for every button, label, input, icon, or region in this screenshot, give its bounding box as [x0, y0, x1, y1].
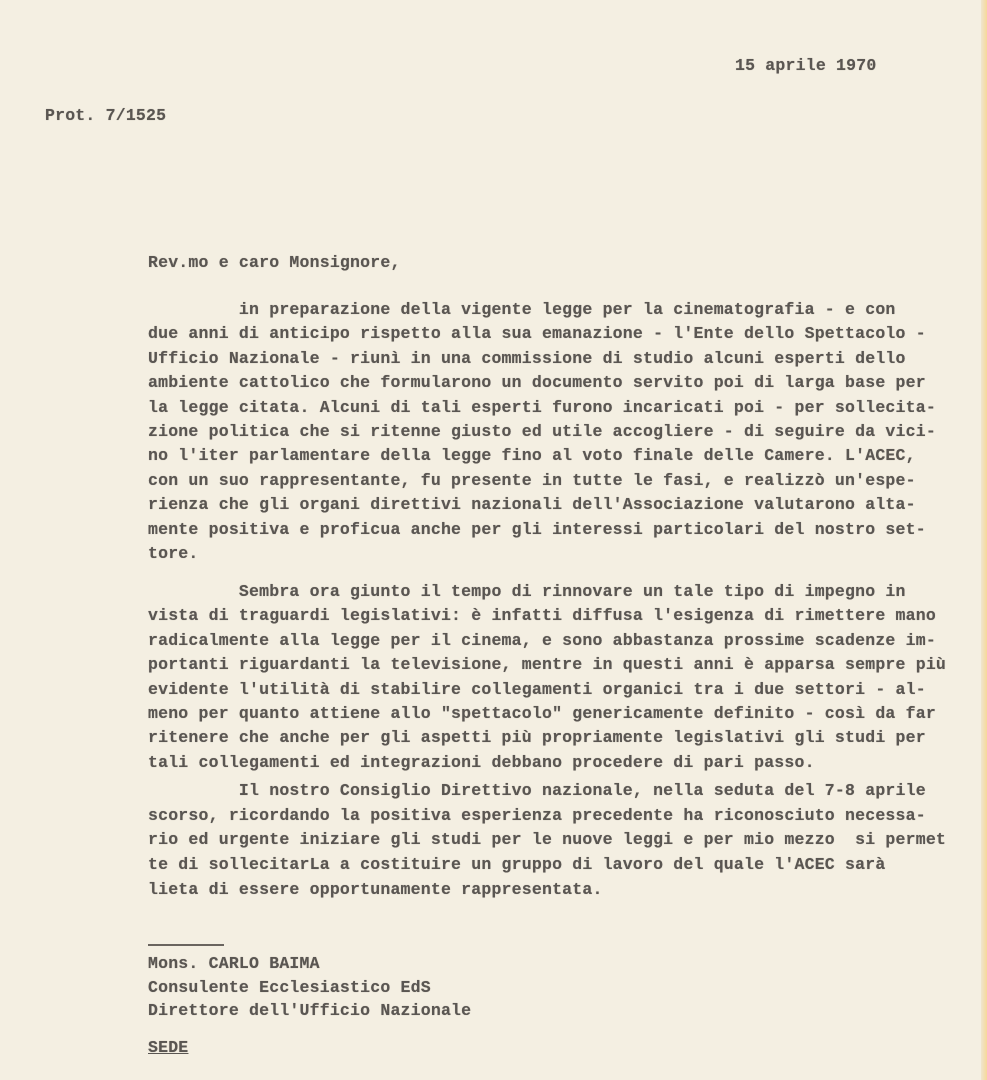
body-line: zione politica che si ritenne giusto ed utile accogliere - di seguire da vici- — [148, 422, 936, 441]
body-line: mente positiva e proficua anche per gli interessi particolari del nostro set- — [148, 519, 926, 539]
body-line: Sembra ora giunto il tempo di rinnovare un tale tipo di impegno in — [148, 582, 906, 601]
addressee-name: Mons. CARLO BAIMA — [148, 954, 320, 973]
body-line: rienza che gli organi direttivi nazionali dell'Associazione valutarono alta- — [148, 495, 916, 515]
body-line: meno per quanto attiene allo "spettacolo" genericamente definito - così da far — [148, 704, 936, 723]
addressee-office: Direttore dell'Ufficio Nazionale — [148, 1001, 472, 1020]
body-line: rio ed urgente iniziare gli studi per le nuove leggi e per mio mezzo si permet — [148, 830, 947, 850]
body-line: vista di traguardi legislativi: è infatti diffusa l'esigenza di rimettere mano — [148, 606, 936, 626]
body-line: con un suo rappresentante, fu presente in tutte le fasi, e realizzò un'espe- — [148, 470, 916, 490]
body-line: no l'iter parlamentare della legge fino al voto finale delle Camere. L'ACEC, — [148, 446, 916, 466]
body-line: scorso, ricordando la positiva esperienza precedente ha riconosciuto necessa- — [148, 805, 926, 825]
body-line: lieta di essere opportunamente rappresentata. — [148, 879, 603, 899]
body-line: la legge citata. Alcuni di tali esperti furono incaricati poi - per sollecita- — [148, 397, 936, 417]
body-line: due anni di anticipo rispetto alla sua emanazione - l'Ente dello Spettacolo - — [148, 324, 926, 344]
body-line: evidente l'utilità di stabilire collegamenti organici tra i due settori - al- — [148, 679, 926, 699]
body-line: Il nostro Consiglio Direttivo nazionale, nella seduta del 7-8 aprile — [148, 781, 926, 800]
body-line: Ufficio Nazionale - riunì in una commissione di studio alcuni esperti dello — [148, 348, 906, 368]
body-line: te di sollecitarLa a costituire un gruppo di lavoro del quale l'ACEC sarà — [148, 855, 886, 875]
body-line: ritenere che anche per gli aspetti più propriamente legislativi gli studi per — [148, 728, 926, 748]
body-line: radicalmente alla legge per il cinema, e sono abbastanza prossime scadenze im- — [148, 630, 936, 650]
body-line: in preparazione della vigente legge per la cinematografia - e con — [148, 300, 896, 319]
salutation: Rev.mo e caro Monsignore, — [148, 253, 401, 272]
protocol-number: Prot. 7/1525 — [45, 106, 167, 125]
body-line: tali collegamenti ed integrazioni debbano procedere di pari passo. — [148, 752, 815, 772]
letter-date: 15 aprile 1970 — [735, 56, 877, 75]
addressee-title: Consulente Ecclesiastico EdS — [148, 978, 431, 997]
signature-rule — [148, 944, 224, 946]
body-line: portanti riguardanti la televisione, mentre in questi anni è apparsa sempre più — [148, 655, 947, 675]
addressee-location: SEDE — [148, 1038, 189, 1057]
body-line: ambiente cattolico che formularono un documento servito poi di larga base per — [148, 373, 926, 393]
page-edge — [981, 0, 987, 1080]
body-line: tore. — [148, 544, 199, 563]
